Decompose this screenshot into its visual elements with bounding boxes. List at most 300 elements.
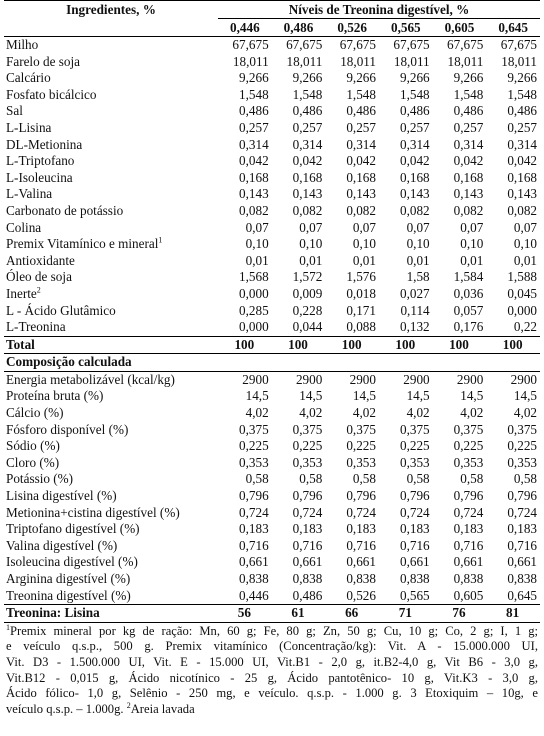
table-cell: 0,01 — [460, 252, 484, 268]
table-row — [4, 571, 540, 588]
row-label-text: Óleo de soja — [6, 269, 72, 285]
footnote-text: veículo q.s.p. – 1.000g. — [6, 701, 127, 716]
table-cell: 0,257 — [346, 119, 376, 135]
table-cell: 18,011 — [232, 53, 269, 69]
table-row — [4, 438, 540, 455]
table-cell: 100 — [218, 336, 272, 354]
table-row — [4, 103, 540, 120]
table-row — [4, 70, 540, 87]
table-cell: 9,266 — [292, 70, 323, 86]
total-row — [4, 336, 540, 354]
table-row — [4, 471, 540, 488]
table-cell: 81 — [486, 605, 540, 623]
row-label-text: Potássio (%) — [6, 471, 74, 487]
table-row — [4, 170, 540, 187]
table-cell: 0,716 — [239, 537, 269, 553]
table-cell: 0,58 — [460, 471, 484, 487]
row-label-text: Valina digestível (%) — [6, 537, 118, 553]
table-row — [4, 538, 540, 555]
table-cell: 0,183 — [346, 521, 376, 537]
table-cell: 100 — [486, 336, 540, 354]
row-label-text: Sódio (%) — [6, 438, 60, 454]
table-cell: 0,58 — [513, 471, 537, 487]
table-cell: 0,58 — [299, 471, 323, 487]
table-cell: 67,675 — [447, 37, 484, 52]
table-cell: 0,486 — [346, 103, 376, 119]
row-label-text: L-Valina — [6, 186, 53, 202]
footnote-text: e veículo q.s.p., 500 g. Premix vitamínico (Concentração/kg): Vit. A - 15.000.000 UI, — [6, 639, 538, 654]
table-cell: 1,572 — [292, 269, 323, 285]
table-cell: 0,225 — [507, 438, 537, 454]
formulation-table — [4, 0, 540, 623]
table-cell: 0,042 — [239, 153, 269, 169]
table-cell: 0,045 — [507, 285, 537, 301]
table-cell: 1,548 — [507, 86, 537, 102]
table-cell: 0,796 — [292, 488, 323, 504]
table-cell: 0,07 — [352, 219, 376, 235]
table-cell: 0,716 — [507, 537, 537, 553]
table-cell: 14,5 — [406, 388, 430, 404]
row-label-text: Fosfato bicálcico — [6, 86, 97, 102]
footnote-text: Vit. D3 - 1.500.000 UI, Vit. E - 15.000 UI, Vit.B1 - 2,0 g, it.B2-4,0 g, Vit B6 - 3,0 g, — [6, 654, 538, 669]
table-cell: 0,796 — [399, 488, 430, 504]
table-cell: 0,082 — [239, 202, 269, 218]
table-row — [4, 153, 540, 170]
table-cell: 0,143 — [399, 186, 430, 202]
table-cell: 4,02 — [352, 405, 376, 421]
table-row — [4, 286, 540, 303]
table-row-label — [4, 103, 218, 120]
row-label-text: Carbonato de potássio — [6, 202, 124, 218]
table-cell: 0,183 — [399, 521, 430, 537]
table-cell: 0,526 — [346, 587, 376, 603]
table-cell: 0,042 — [507, 153, 537, 169]
table-cell: 14,5 — [245, 388, 269, 404]
footnote-line — [6, 624, 538, 640]
table-row — [4, 405, 540, 422]
table-cell: 0,225 — [292, 438, 323, 454]
table-row-label — [4, 371, 218, 388]
table-cell: 0,042 — [453, 153, 484, 169]
table-cell: 1,548 — [399, 86, 430, 102]
row-label-text: L-Lisina — [6, 119, 52, 135]
table-row — [4, 137, 540, 154]
table-cell: 0,183 — [507, 521, 537, 537]
table-cell: 0,716 — [399, 537, 430, 553]
table-row — [4, 303, 540, 320]
table-cell: 0,565 — [399, 587, 430, 603]
table-cell: 0,257 — [239, 119, 269, 135]
table-cell: 71 — [379, 605, 433, 623]
table-cell: 0,168 — [453, 169, 484, 185]
table-cell: 0,044 — [292, 319, 323, 335]
table-cell: 4,02 — [406, 405, 430, 421]
table-cell: 0,143 — [346, 186, 376, 202]
table-cell: 9,266 — [346, 70, 376, 86]
composition-rows — [4, 354, 540, 623]
table-cell: 0,183 — [239, 521, 269, 537]
table-cell: 1,584 — [453, 269, 484, 285]
row-label-text: Fósforo disponível (%) — [6, 421, 129, 437]
table-cell: 4,02 — [513, 405, 537, 421]
table-cell: 0,000 — [507, 302, 537, 318]
footnote-text: Areia lavada — [130, 701, 195, 716]
table-cell: 0,01 — [299, 252, 323, 268]
row-label-text: Calcário — [6, 70, 51, 86]
table-cell: 0,225 — [453, 438, 484, 454]
row-label-text: Milho — [6, 37, 39, 52]
table-cell: 0,58 — [245, 471, 269, 487]
table-cell: 0,314 — [399, 136, 430, 152]
ratio-row-label — [4, 605, 218, 623]
table-cell: 0,042 — [292, 153, 323, 169]
table-cell: 0,796 — [239, 488, 269, 504]
table-cell: 0,724 — [292, 504, 323, 520]
table-row — [4, 220, 540, 237]
table-row-label — [4, 488, 218, 505]
table-cell: 0,353 — [292, 454, 323, 470]
table-cell: 0,486 — [292, 587, 323, 603]
table-row-label — [4, 538, 218, 555]
table-cell: 0,716 — [346, 537, 376, 553]
row-label-text: Treonina: Lisina — [6, 605, 100, 621]
table-cell: 0,838 — [453, 571, 484, 586]
table-cell: 0,661 — [399, 554, 430, 570]
table-cell: 0,07 — [406, 219, 430, 235]
table-cell: 0,183 — [292, 521, 323, 537]
level-header-4: 0,605 — [433, 19, 487, 37]
table-cell: 0,257 — [292, 119, 323, 135]
table-cell: 67,675 — [232, 37, 269, 52]
table-row — [4, 455, 540, 472]
formulation-table-document — [4, 0, 540, 717]
table-cell: 0,082 — [399, 202, 430, 218]
table-cell: 14,5 — [299, 388, 323, 404]
table-row — [4, 554, 540, 571]
table-cell: 0,724 — [399, 504, 430, 520]
footnote-line — [6, 686, 538, 702]
table-row-label — [4, 87, 218, 104]
table-cell: 0,724 — [507, 504, 537, 520]
table-cell: 0,257 — [507, 119, 537, 135]
table-cell: 0,661 — [453, 554, 484, 570]
table-cell: 14,5 — [352, 388, 376, 404]
table-cell: 0,375 — [239, 421, 269, 437]
row-label-text: Arginina digestível (%) — [6, 571, 131, 586]
table-row-label — [4, 471, 218, 488]
table-row-label — [4, 253, 218, 270]
table-cell: 0,257 — [399, 119, 430, 135]
table-cell: 67,675 — [286, 37, 323, 52]
table-row-label — [4, 286, 218, 303]
table-cell: 0,036 — [453, 285, 484, 301]
row-label-text: Inerte — [6, 285, 37, 301]
row-label-text: Premix Vitamínico e mineral — [6, 236, 159, 252]
footnote — [4, 624, 540, 718]
row-label-text: Total — [6, 336, 35, 352]
row-label-text: Cálcio (%) — [6, 405, 64, 421]
table-cell: 0,07 — [245, 219, 269, 235]
table-cell: 0,088 — [346, 319, 376, 335]
table-cell: 4,02 — [460, 405, 484, 421]
table-cell: 18,011 — [501, 53, 537, 69]
table-cell: 0,143 — [292, 186, 323, 202]
table-cell: 0,143 — [507, 186, 537, 202]
table-row — [4, 54, 540, 71]
table-cell: 0,057 — [453, 302, 484, 318]
table-cell: 0,168 — [346, 169, 376, 185]
row-label-text: Lisina digestível (%) — [6, 488, 117, 504]
table-cell: 0,07 — [513, 219, 537, 235]
table-cell: 76 — [433, 605, 487, 623]
table-cell: 18,011 — [340, 53, 376, 69]
table-cell: 0,375 — [399, 421, 430, 437]
table-cell: 0,838 — [399, 571, 430, 586]
table-cell: 100 — [272, 336, 326, 354]
table-cell: 0,000 — [239, 285, 269, 301]
table-cell: 1,588 — [507, 269, 537, 285]
row-label-text: Cloro (%) — [6, 454, 60, 470]
table-cell: 0,661 — [507, 554, 537, 570]
row-label-text: Farelo de soja — [6, 53, 80, 69]
table-cell: 0,716 — [292, 537, 323, 553]
table-row-label — [4, 422, 218, 439]
table-cell: 66 — [325, 605, 379, 623]
table-row-label — [4, 405, 218, 422]
table-cell: 0,314 — [346, 136, 376, 152]
table-row-label — [4, 170, 218, 187]
table-cell: 0,375 — [453, 421, 484, 437]
table-row-label — [4, 505, 218, 522]
table-cell: 0,724 — [453, 504, 484, 520]
table-row-label — [4, 588, 218, 605]
table-cell: 0,01 — [406, 252, 430, 268]
row-label-text: Proteína bruta (%) — [6, 388, 104, 404]
table-cell: 0,838 — [292, 571, 323, 586]
table-row-label — [4, 137, 218, 154]
table-cell: 2900 — [242, 371, 269, 387]
level-header-5: 0,645 — [486, 19, 540, 37]
row-label-text: Antioxidante — [6, 252, 75, 268]
table-cell: 0,01 — [245, 252, 269, 268]
table-row-label — [4, 388, 218, 405]
row-label-text: Energia metabolizável (kcal/kg) — [6, 371, 175, 387]
table-cell: 0,661 — [346, 554, 376, 570]
table-row — [4, 186, 540, 203]
table-cell: 2900 — [295, 371, 323, 387]
table-cell: 0,10 — [460, 236, 484, 252]
table-row — [4, 253, 540, 270]
table-row-label — [4, 571, 218, 588]
table-cell: 0,486 — [453, 103, 484, 119]
table-row — [4, 236, 540, 253]
table-cell: 1,568 — [239, 269, 269, 285]
table-row — [4, 87, 540, 104]
table-cell: 0,375 — [292, 421, 323, 437]
table-row-label — [4, 153, 218, 170]
table-cell: 0,10 — [513, 236, 537, 252]
table-cell: 0,168 — [292, 169, 323, 185]
footnote-line — [6, 655, 538, 671]
table-cell: 0,716 — [453, 537, 484, 553]
table-row — [4, 203, 540, 220]
table-row-label — [4, 220, 218, 237]
table-row — [4, 521, 540, 538]
footnote-marker: 1 — [6, 622, 10, 632]
table-cell: 0,796 — [346, 488, 376, 504]
table-cell: 0,10 — [299, 236, 323, 252]
table-cell: 0,22 — [513, 319, 537, 335]
table-cell: 4,02 — [245, 405, 269, 421]
table-row-label — [4, 303, 218, 320]
footnote-line — [6, 639, 538, 655]
table-header — [4, 1, 540, 37]
table-cell: 0,082 — [292, 202, 323, 218]
table-row-label — [4, 120, 218, 137]
table-cell: 1,548 — [239, 86, 269, 102]
table-row-label — [4, 455, 218, 472]
table-row — [4, 488, 540, 505]
table-row — [4, 120, 540, 137]
table-cell: 0,10 — [406, 236, 430, 252]
table-row — [4, 319, 540, 336]
table-cell: 18,011 — [447, 53, 484, 69]
table-cell: 0,000 — [239, 319, 269, 335]
table-cell: 0,228 — [292, 302, 323, 318]
table-cell: 18,011 — [393, 53, 430, 69]
footnote-text: Vit.B12 - 0,015 g, Ácido nicotínico - 25 g, Ácido pantotênico- 10 g, Vit.K3 - 3,0 g, — [6, 670, 538, 685]
table-row-label — [4, 319, 218, 336]
table-row-label — [4, 236, 218, 253]
table-cell: 0,314 — [292, 136, 323, 152]
table-cell: 0,225 — [399, 438, 430, 454]
table-cell: 2900 — [349, 371, 376, 387]
footnote-line — [6, 702, 538, 718]
table-cell: 0,314 — [507, 136, 537, 152]
table-cell: 0,018 — [346, 285, 376, 301]
levels-header: Níveis de Treonina digestível, % — [218, 1, 540, 19]
table-cell: 0,661 — [239, 554, 269, 570]
footnote-marker: 1 — [158, 236, 163, 245]
row-label-text: Sal — [6, 103, 23, 119]
table-cell: 100 — [433, 336, 487, 354]
table-row-label — [4, 554, 218, 571]
table-cell: 2900 — [456, 371, 484, 387]
row-label-text: Triptofano digestível (%) — [6, 521, 140, 537]
table-cell: 9,266 — [507, 70, 537, 86]
table-cell: 0,838 — [346, 571, 376, 586]
table-cell: 61 — [272, 605, 326, 623]
table-cell: 0,645 — [507, 587, 537, 603]
table-row — [4, 388, 540, 405]
table-cell: 0,353 — [346, 454, 376, 470]
table-cell: 0,486 — [292, 103, 323, 119]
table-cell: 100 — [379, 336, 433, 354]
table-cell: 0,605 — [453, 587, 484, 603]
table-cell: 0,143 — [239, 186, 269, 202]
table-cell: 18,011 — [286, 53, 323, 69]
table-cell: 2900 — [403, 371, 430, 387]
table-cell: 0,171 — [346, 302, 376, 318]
table-cell: 0,225 — [239, 438, 269, 454]
table-cell: 0,314 — [239, 136, 269, 152]
table-cell: 0,353 — [507, 454, 537, 470]
table-row-label — [4, 521, 218, 538]
table-cell: 67,675 — [393, 37, 430, 52]
table-cell: 1,58 — [406, 269, 430, 285]
level-header-1: 0,486 — [272, 19, 326, 37]
row-label-text: L - Ácido Glutâmico — [6, 302, 116, 318]
table-row-label — [4, 438, 218, 455]
table-row — [4, 371, 540, 388]
table-row-label — [4, 54, 218, 71]
composition-section-row — [4, 354, 540, 372]
row-label-text: Metionina+cistina digestível (%) — [6, 504, 180, 520]
footnote-text: Ácido fólico- 1,0 g, Selênio - 250 mg, e veículo. q.s.p. - 1.000 g. 3 Etoxiquim – 10g, e — [6, 686, 538, 701]
row-label-text: DL-Metionina — [6, 136, 83, 152]
level-header-3: 0,565 — [379, 19, 433, 37]
table-cell: 9,266 — [399, 70, 430, 86]
row-label-text: Treonina digestível (%) — [6, 587, 131, 603]
table-cell: 0,10 — [245, 236, 269, 252]
table-cell: 67,675 — [339, 37, 376, 52]
ratio-row — [4, 605, 540, 623]
table-cell: 0,724 — [239, 504, 269, 520]
row-label-text: L-Triptofano — [6, 153, 75, 169]
table-cell: 0,486 — [507, 103, 537, 119]
table-row — [4, 505, 540, 522]
table-cell: 1,548 — [453, 86, 484, 102]
table-cell: 0,082 — [346, 202, 376, 218]
table-cell: 14,5 — [460, 388, 484, 404]
table-cell: 0,01 — [352, 252, 376, 268]
table-cell: 0,07 — [460, 219, 484, 235]
footnote-marker: 2 — [126, 700, 131, 710]
ingredient-rows — [4, 37, 540, 354]
table-cell: 0,446 — [239, 587, 269, 603]
table-cell: 0,375 — [346, 421, 376, 437]
total-row-label — [4, 336, 218, 354]
footnote-marker: 2 — [36, 285, 41, 295]
table-cell: 0,07 — [299, 219, 323, 235]
composition-section-title: Composição calculada — [4, 354, 540, 372]
table-cell: 0,58 — [406, 471, 430, 487]
table-cell: 0,042 — [346, 153, 376, 169]
table-cell: 0,168 — [399, 169, 430, 185]
table-cell: 9,266 — [453, 70, 484, 86]
table-cell: 0,027 — [399, 285, 430, 301]
table-cell: 0,01 — [513, 252, 537, 268]
table-row — [4, 422, 540, 439]
table-cell: 0,082 — [453, 202, 484, 218]
row-label-text: Colina — [6, 219, 42, 235]
table-cell: 0,838 — [239, 571, 269, 586]
table-cell: 0,314 — [453, 136, 484, 152]
table-cell: 0,082 — [507, 202, 537, 218]
table-cell: 56 — [218, 605, 272, 623]
table-cell: 0,796 — [507, 488, 537, 504]
table-cell: 0,132 — [399, 319, 430, 335]
table-cell: 100 — [325, 336, 379, 354]
table-cell: 0,114 — [400, 302, 430, 318]
table-cell: 0,375 — [507, 421, 537, 437]
table-row-label — [4, 70, 218, 87]
table-row-label — [4, 186, 218, 203]
table-row-label — [4, 37, 218, 54]
table-cell: 0,042 — [399, 153, 430, 169]
table-row-label — [4, 269, 218, 286]
table-cell: 9,266 — [239, 70, 269, 86]
